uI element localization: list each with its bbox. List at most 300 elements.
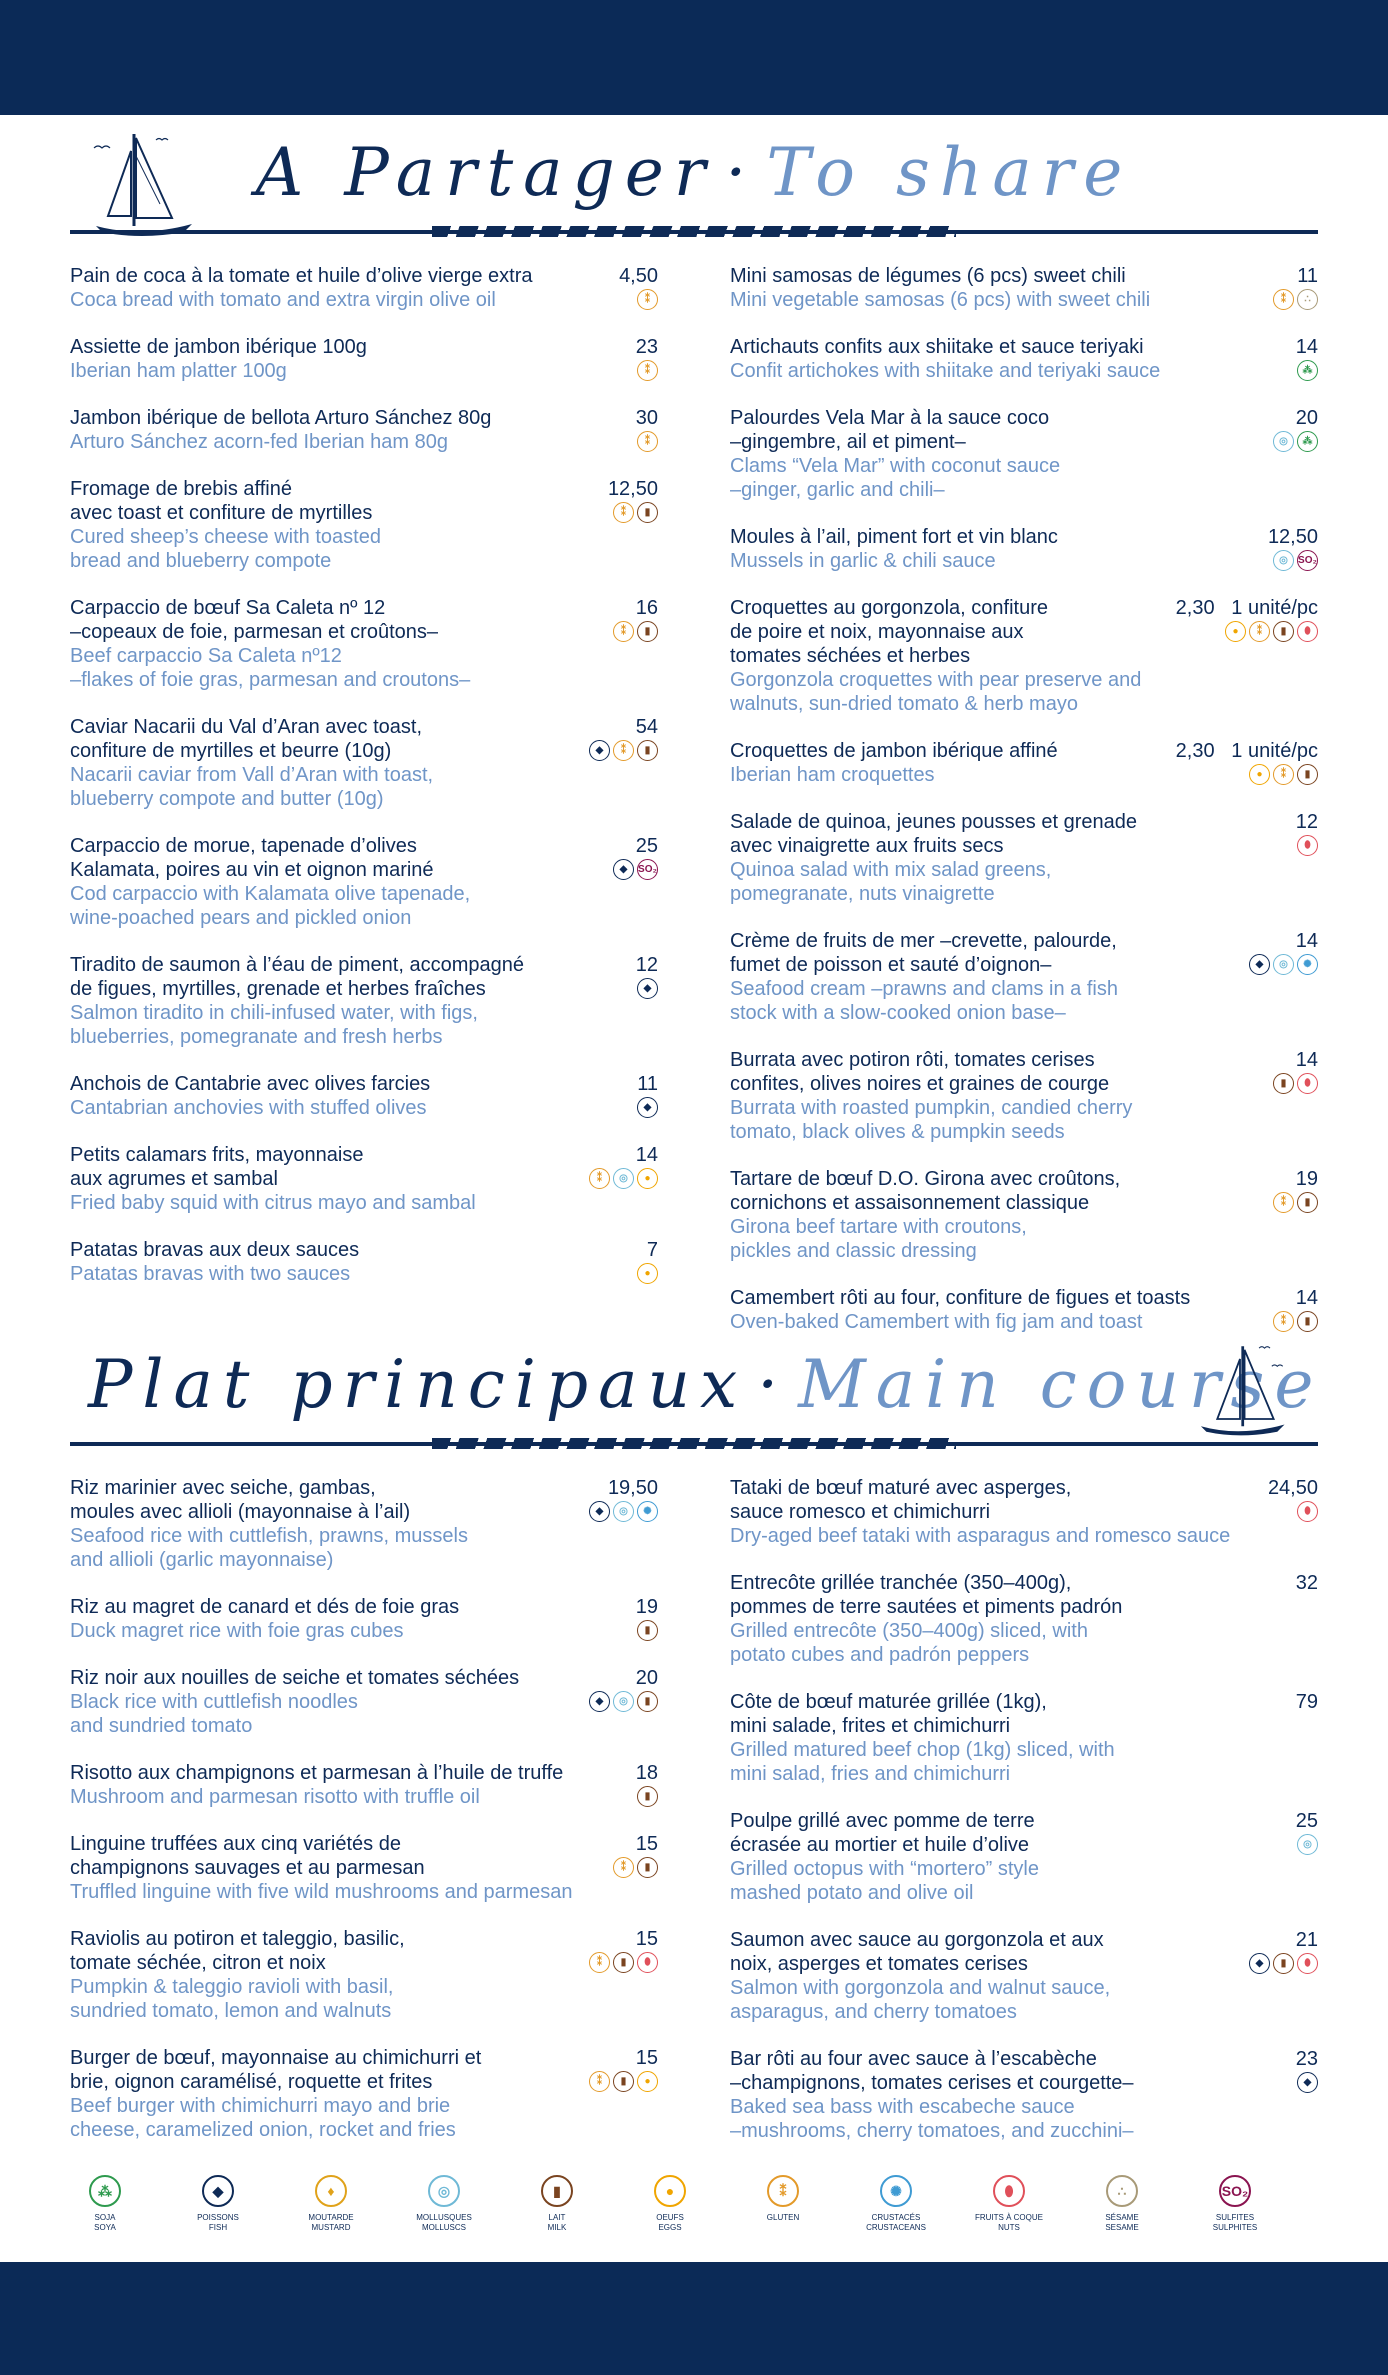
menu-item-name-fr: Salade de quinoa, jeunes pousses et grenade avec vinaigrette aux fruits secs bbox=[730, 811, 1137, 857]
menu-item-meta bbox=[1249, 1928, 1318, 2024]
menu-item-name-en: Cured sheep’s cheese with toasted bread and blueberry compote bbox=[70, 526, 381, 572]
gluten-icon: ⁑ bbox=[637, 431, 658, 452]
menu-item-name-en: Truffled linguine with five wild mushrooms and parmesan bbox=[70, 1881, 573, 1903]
gluten-icon: ⁑ bbox=[1273, 1311, 1294, 1332]
eggs-icon: ● bbox=[637, 2071, 658, 2092]
menu-item bbox=[70, 477, 658, 573]
menu-item-text bbox=[730, 406, 1273, 502]
menu-item-text bbox=[730, 1928, 1249, 2024]
fish-icon: ◆ bbox=[202, 2175, 234, 2207]
menu-item bbox=[730, 739, 1318, 787]
menu-item-text bbox=[70, 1927, 589, 2023]
milk-icon: ▮ bbox=[613, 1952, 634, 1973]
menu-item-meta bbox=[636, 406, 658, 454]
milk-icon: ▮ bbox=[613, 2071, 634, 2092]
menu-item-meta bbox=[613, 834, 658, 930]
allergen-icons bbox=[589, 1501, 658, 1522]
legend-item-gluten bbox=[738, 2175, 828, 2233]
menu-item-name-en: Cod carpaccio with Kalamata olive tapenade, wine-poached pears and pickled onion bbox=[70, 883, 471, 929]
menu-item-name-fr: Carpaccio de bœuf Sa Caleta nº 12 –copeaux de foie, parmesan et croûtons– bbox=[70, 597, 439, 643]
milk-icon: ▮ bbox=[637, 1857, 658, 1878]
menu-item-name-en: Cantabrian anchovies with stuffed olives bbox=[70, 1097, 427, 1119]
main-title-stripes bbox=[432, 1438, 956, 1449]
gluten-icon: ⁑ bbox=[589, 1168, 610, 1189]
nuts-icon: ⬮ bbox=[993, 2175, 1025, 2207]
menu-item-text bbox=[70, 1595, 636, 1643]
gluten-icon: ⁑ bbox=[613, 502, 634, 523]
nuts-icon: ⬮ bbox=[637, 1952, 658, 1973]
eggs-icon: ● bbox=[637, 1168, 658, 1189]
menu-item-name-en: Mini vegetable samosas (6 pcs) with sweet chili bbox=[730, 289, 1151, 311]
allergen-icons bbox=[1273, 1073, 1318, 1094]
menu-item-price: 19 bbox=[1295, 1168, 1318, 1190]
menu-item-text bbox=[70, 1238, 637, 1286]
main-left-column bbox=[70, 1476, 658, 2166]
menu-item-name-en: Burrata with roasted pumpkin, candied cherry tomato, black olives & pumpkin seeds bbox=[730, 1097, 1133, 1143]
menu-item-name-en: Mushroom and parmesan risotto with truffle oil bbox=[70, 1786, 480, 1808]
legend-label: MOLLUSQUES MOLLUSCS bbox=[416, 2213, 472, 2232]
menu-item bbox=[730, 1048, 1318, 1144]
menu-item bbox=[70, 406, 658, 454]
allergen-icons bbox=[637, 1620, 658, 1641]
legend-item-crustaceans bbox=[851, 2175, 941, 2233]
menu-item-name-en: Iberian ham platter 100g bbox=[70, 360, 287, 382]
menu-item-name-fr: Palourdes Vela Mar à la sauce coco –gingembre, ail et piment– bbox=[730, 407, 1050, 453]
menu-item-text bbox=[730, 1286, 1273, 1334]
legend-item-mustard bbox=[286, 2175, 376, 2233]
allergen-icons bbox=[1297, 2072, 1318, 2093]
sesame-icon: ∴ bbox=[1297, 289, 1318, 310]
menu-item-name-en: Baked sea bass with escabeche sauce –mushrooms, cherry tomatoes, and zucchini– bbox=[730, 2096, 1134, 2142]
milk-icon: ▮ bbox=[637, 1786, 658, 1807]
menu-item-name-fr: Linguine truffées aux cinq variétés de champignons sauvages et au parmesan bbox=[70, 1833, 425, 1879]
gluten-icon: ⁑ bbox=[589, 1952, 610, 1973]
menu-item-text bbox=[730, 264, 1273, 312]
menu-item-text bbox=[730, 335, 1296, 383]
legend-label: OEUFS EGGS bbox=[656, 2213, 684, 2232]
menu-item bbox=[730, 1476, 1318, 1548]
menu-item-name-en: Grilled octopus with “mortero” style mashed potato and olive oil bbox=[730, 1858, 1039, 1904]
menu-item-text bbox=[70, 596, 613, 692]
menu-item bbox=[70, 1595, 658, 1643]
allergen-legend bbox=[60, 2175, 1280, 2233]
menu-item-text bbox=[70, 1476, 589, 1572]
milk-icon: ▮ bbox=[1273, 621, 1294, 642]
menu-item bbox=[730, 1571, 1318, 1667]
menu-item bbox=[70, 1072, 658, 1120]
menu-item-price: 19,50 bbox=[607, 1477, 658, 1499]
menu-item bbox=[730, 1928, 1318, 2024]
menu-item-name-fr: Camembert rôti au four, confiture de figues et toasts bbox=[730, 1287, 1191, 1309]
menu-item-name-en: Arturo Sánchez acorn-fed Iberian ham 80g bbox=[70, 431, 448, 453]
menu-item bbox=[730, 929, 1318, 1025]
menu-item-price: 2,30 1 unité/pc bbox=[1175, 740, 1318, 762]
menu-item-name-fr: Patatas bravas aux deux sauces bbox=[70, 1239, 360, 1261]
menu-item-name-fr: Crème de fruits de mer –crevette, palourde, fumet de poisson et sauté d’oignon– bbox=[730, 930, 1117, 976]
menu-item-meta bbox=[1296, 1571, 1318, 1667]
fish-icon: ◆ bbox=[589, 740, 610, 761]
milk-icon: ▮ bbox=[637, 621, 658, 642]
menu-item-meta bbox=[589, 715, 658, 811]
menu-item bbox=[70, 834, 658, 930]
menu-item-name-en: Grilled matured beef chop (1kg) sliced, with mini salad, fries and chimichurri bbox=[730, 1739, 1115, 1785]
menu-item-meta bbox=[613, 1832, 658, 1904]
menu-item-text bbox=[730, 1048, 1273, 1144]
menu-item-name-fr: Caviar Nacarii du Val d’Aran avec toast, confiture de myrtilles et beurre (10g) bbox=[70, 716, 423, 762]
allergen-icons bbox=[1273, 1311, 1318, 1332]
sulphites-icon: SO₂ bbox=[1219, 2175, 1251, 2207]
allergen-icons bbox=[637, 289, 658, 310]
allergen-icons bbox=[1273, 550, 1318, 571]
menu-item-meta bbox=[1296, 810, 1318, 906]
allergen-icons bbox=[1297, 1501, 1318, 1522]
menu-item-name-fr: Poulpe grillé avec pomme de terre écrasée au mortier et huile d’olive bbox=[730, 1810, 1035, 1856]
menu-item-price: 19 bbox=[635, 1596, 658, 1618]
menu-item-price: 54 bbox=[635, 716, 658, 738]
allergen-icons bbox=[613, 621, 658, 642]
menu-item-name-fr: Burrata avec potiron rôti, tomates cerises confites, olives noires et graines de courge bbox=[730, 1049, 1110, 1095]
menu-item-name-fr: Croquettes au gorgonzola, confiture de poire et noix, mayonnaise aux tomates séchées et herbes bbox=[730, 597, 1048, 667]
allergen-icons bbox=[613, 859, 658, 880]
legend-item-soya bbox=[60, 2175, 150, 2233]
menu-item-price: 23 bbox=[1295, 2048, 1318, 2070]
legend-item-sulphites bbox=[1190, 2175, 1280, 2233]
share-section-header bbox=[70, 120, 1318, 268]
allergen-icons bbox=[589, 1168, 658, 1189]
allergen-icons bbox=[1297, 360, 1318, 381]
allergen-icons bbox=[1273, 289, 1318, 310]
legend-item-fish bbox=[173, 2175, 263, 2233]
menu-item-price: 12 bbox=[635, 954, 658, 976]
soya-icon: ⁂ bbox=[1297, 431, 1318, 452]
menu-item-text bbox=[730, 596, 1176, 716]
share-title bbox=[70, 134, 1318, 211]
menu-item-price: 14 bbox=[1295, 930, 1318, 952]
menu-item-text bbox=[70, 715, 589, 811]
eggs-icon: ● bbox=[654, 2175, 686, 2207]
milk-icon: ▮ bbox=[541, 2175, 573, 2207]
menu-item-meta bbox=[608, 477, 658, 573]
menu-item-name-fr: Moules à l’ail, piment fort et vin blanc bbox=[730, 526, 1058, 548]
menu-item-price: 11 bbox=[1297, 265, 1318, 287]
sulphites-icon: SO₂ bbox=[637, 859, 658, 880]
menu-item-meta bbox=[1296, 2047, 1318, 2143]
menu-item-name-en: Girona beef tartare with croutons, pickles and classic dressing bbox=[730, 1216, 1027, 1262]
menu-item-name-fr: Pain de coca à la tomate et huile d’olive vierge extra bbox=[70, 265, 533, 287]
share-title-separator: · bbox=[725, 134, 757, 211]
crustaceans-icon: ✺ bbox=[1297, 954, 1318, 975]
menu-item bbox=[730, 1690, 1318, 1786]
soya-icon: ⁂ bbox=[1297, 360, 1318, 381]
milk-icon: ▮ bbox=[1297, 1192, 1318, 1213]
allergen-icons bbox=[637, 1097, 658, 1118]
molluscs-icon: ◎ bbox=[1273, 431, 1294, 452]
menu-item-text bbox=[730, 739, 1176, 787]
menu-item-name-en: Black rice with cuttlefish noodles and sundried tomato bbox=[70, 1691, 358, 1737]
menu-item bbox=[730, 1809, 1318, 1905]
menu-item-meta bbox=[636, 1595, 658, 1643]
menu-item bbox=[70, 715, 658, 811]
menu-item-name-en: Quinoa salad with mix salad greens, pomegranate, nuts vinaigrette bbox=[730, 859, 1052, 905]
sailboat-icon bbox=[1190, 1334, 1290, 1444]
nuts-icon: ⬮ bbox=[1297, 621, 1318, 642]
menu-item-price: 7 bbox=[646, 1239, 658, 1261]
allergen-icons bbox=[637, 1263, 658, 1284]
menu-item-name-fr: Tiradito de saumon à l’éau de piment, accompagné de figues, myrtilles, grenade et herbes fraîches bbox=[70, 954, 524, 1000]
fish-icon: ◆ bbox=[589, 1501, 610, 1522]
menu-item-price: 20 bbox=[635, 1667, 658, 1689]
milk-icon: ▮ bbox=[1297, 764, 1318, 785]
menu-item-name-fr: Saumon avec sauce au gorgonzola et aux noix, asperges et tomates cerises bbox=[730, 1929, 1104, 1975]
menu-item-meta bbox=[589, 2046, 658, 2142]
menu-item bbox=[730, 810, 1318, 906]
sesame-icon: ∴ bbox=[1106, 2175, 1138, 2207]
sulphites-icon: SO₂ bbox=[1297, 550, 1318, 571]
legend-label: SULFITES SULPHITES bbox=[1212, 2213, 1258, 2232]
legend-item-milk bbox=[512, 2175, 602, 2233]
menu-item-price: 23 bbox=[635, 336, 658, 358]
main-title-fr: Plat principaux bbox=[88, 1346, 748, 1423]
menu-item bbox=[730, 1167, 1318, 1263]
share-title-en: To share bbox=[766, 134, 1133, 211]
menu-item bbox=[730, 264, 1318, 312]
menu-item bbox=[70, 264, 658, 312]
allergen-icons bbox=[589, 1952, 658, 1973]
gluten-icon: ⁑ bbox=[613, 1857, 634, 1878]
legend-item-molluscs bbox=[399, 2175, 489, 2233]
legend-item-nuts bbox=[964, 2175, 1054, 2233]
share-left-column bbox=[70, 264, 658, 1357]
menu-item-name-fr: Riz marinier avec seiche, gambas, moules avec allioli (mayonnaise à l’ail) bbox=[70, 1477, 411, 1523]
menu-item-name-fr: Jambon ibérique de bellota Arturo Sánchez 80g bbox=[70, 407, 492, 429]
legend-label: FRUITS À COQUE NUTS bbox=[974, 2213, 1043, 2232]
menu-item-price: 30 bbox=[635, 407, 658, 429]
menu-item-meta bbox=[636, 1761, 658, 1809]
main-right-column bbox=[730, 1476, 1318, 2166]
main-section bbox=[70, 1340, 1324, 2166]
allergen-icons bbox=[613, 502, 658, 523]
menu-item-text bbox=[70, 477, 608, 573]
milk-icon: ▮ bbox=[1273, 1073, 1294, 1094]
menu-item-text bbox=[70, 335, 636, 383]
fish-icon: ◆ bbox=[637, 1097, 658, 1118]
menu-item-meta bbox=[1273, 1286, 1318, 1334]
allergen-icons bbox=[637, 360, 658, 381]
menu-item-name-en: Duck magret rice with foie gras cubes bbox=[70, 1620, 404, 1642]
legend-item-sesame bbox=[1077, 2175, 1167, 2233]
menu-item-text bbox=[70, 1666, 589, 1738]
menu-item-name-fr: Tataki de bœuf maturé avec asperges, sauce romesco et chimichurri bbox=[730, 1477, 1072, 1523]
share-title-stripes bbox=[432, 226, 956, 237]
milk-icon: ▮ bbox=[637, 740, 658, 761]
menu-item-name-en: Clams “Vela Mar” with coconut sauce –ginger, garlic and chili– bbox=[730, 455, 1061, 501]
menu-item-text bbox=[70, 953, 636, 1049]
legend-label: MOUTARDE MUSTARD bbox=[308, 2213, 354, 2232]
menu-item-price: 24,50 bbox=[1267, 1477, 1318, 1499]
menu-item-meta bbox=[637, 1072, 658, 1120]
fish-icon: ◆ bbox=[613, 859, 634, 880]
menu-item-name-fr: Petits calamars frits, mayonnaise aux agrumes et sambal bbox=[70, 1144, 364, 1190]
menu-item-meta bbox=[1296, 335, 1318, 383]
fish-icon: ◆ bbox=[1297, 2072, 1318, 2093]
menu-item-name-fr: Riz au magret de canard et dés de foie gras bbox=[70, 1596, 460, 1618]
gluten-icon: ⁑ bbox=[1273, 289, 1294, 310]
legend-label: POISSONS FISH bbox=[197, 2213, 239, 2232]
menu-item-meta bbox=[1268, 525, 1318, 573]
menu-item-price: 14 bbox=[1295, 336, 1318, 358]
milk-icon: ▮ bbox=[637, 1691, 658, 1712]
main-section-header bbox=[70, 1340, 1324, 1480]
menu-item-text bbox=[70, 264, 619, 312]
eggs-icon: ● bbox=[1249, 764, 1270, 785]
menu-item-text bbox=[730, 1690, 1296, 1786]
menu-item-price: 15 bbox=[635, 2047, 658, 2069]
menu-item-price: 14 bbox=[1295, 1287, 1318, 1309]
main-title-separator: · bbox=[757, 1346, 789, 1423]
menu-item-name-fr: Riz noir aux nouilles de seiche et tomates séchées bbox=[70, 1667, 520, 1689]
nuts-icon: ⬮ bbox=[1297, 1501, 1318, 1522]
menu-item bbox=[730, 1286, 1318, 1334]
menu-item-price: 16 bbox=[635, 597, 658, 619]
menu-item-name-fr: Assiette de jambon ibérique 100g bbox=[70, 336, 367, 358]
menu-item-text bbox=[70, 834, 613, 930]
molluscs-icon: ◎ bbox=[1273, 550, 1294, 571]
gluten-icon: ⁑ bbox=[767, 2175, 799, 2207]
menu-item-price: 12,50 bbox=[1267, 526, 1318, 548]
menu-item-meta bbox=[613, 596, 658, 692]
milk-icon: ▮ bbox=[1297, 1311, 1318, 1332]
allergen-icons bbox=[1273, 1192, 1318, 1213]
menu-item-name-en: Confit artichokes with shiitake and teriyaki sauce bbox=[730, 360, 1161, 382]
menu-item-name-en: Beef burger with chimichurri mayo and brie cheese, caramelized onion, rocket and fries bbox=[70, 2095, 456, 2141]
menu-item-price: 25 bbox=[635, 835, 658, 857]
menu-item-text bbox=[70, 1832, 613, 1904]
allergen-icons bbox=[637, 978, 658, 999]
menu-item-name-en: Pumpkin & taleggio ravioli with basil, sundried tomato, lemon and walnuts bbox=[70, 1976, 394, 2022]
gluten-icon: ⁑ bbox=[1249, 621, 1270, 642]
top-banner bbox=[0, 0, 1388, 115]
menu-item-meta bbox=[1176, 739, 1318, 787]
menu-item-price: 14 bbox=[635, 1144, 658, 1166]
allergen-icons bbox=[637, 431, 658, 452]
legend-label: LAIT MILK bbox=[547, 2213, 567, 2232]
nuts-icon: ⬮ bbox=[1297, 1953, 1318, 1974]
menu-item-price: 32 bbox=[1295, 1572, 1318, 1594]
menu-item bbox=[70, 1927, 658, 2023]
menu-item-name-fr: Bar rôti au four avec sauce à l’escabèche –champignons, tomates cerises et courgette– bbox=[730, 2048, 1134, 2094]
menu-item-price: 14 bbox=[1295, 1049, 1318, 1071]
allergen-icons bbox=[1225, 621, 1318, 642]
menu-item-price: 4,50 bbox=[619, 265, 658, 287]
legend-label: GLUTEN bbox=[766, 2213, 800, 2222]
menu-item bbox=[730, 335, 1318, 383]
menu-item bbox=[70, 1238, 658, 1286]
menu-item-name-fr: Mini samosas de légumes (6 pcs) sweet chili bbox=[730, 265, 1126, 287]
menu-item bbox=[70, 1476, 658, 1572]
menu-item-name-en: Iberian ham croquettes bbox=[730, 764, 935, 786]
allergen-icons bbox=[637, 1786, 658, 1807]
allergen-icons bbox=[589, 1691, 658, 1712]
menu-item-price: 12 bbox=[1295, 811, 1318, 833]
menu-item-name-en: Patatas bravas with two sauces bbox=[70, 1263, 351, 1285]
legend-label: CRUSTACÉS CRUSTACEANS bbox=[866, 2213, 926, 2232]
menu-item bbox=[730, 596, 1318, 716]
menu-item bbox=[70, 596, 658, 692]
menu-item bbox=[730, 406, 1318, 502]
nuts-icon: ⬮ bbox=[1297, 835, 1318, 856]
menu-item-meta bbox=[589, 1666, 658, 1738]
eggs-icon: ● bbox=[1225, 621, 1246, 642]
menu-item-name-en: Beef carpaccio Sa Caleta nº12 –flakes of foie gras, parmesan and croutons– bbox=[70, 645, 471, 691]
molluscs-icon: ◎ bbox=[1273, 954, 1294, 975]
menu-item-name-fr: Raviolis au potiron et taleggio, basilic, tomate séchée, citron et noix bbox=[70, 1928, 405, 1974]
menu-item-name-fr: Burger de bœuf, mayonnaise au chimichurri et brie, oignon caramélisé, roquette et frites bbox=[70, 2047, 482, 2093]
menu-item-meta bbox=[589, 1143, 658, 1215]
allergen-icons bbox=[613, 1857, 658, 1878]
menu-item-name-en: Nacarii caviar from Vall d’Aran with toast, blueberry compote and butter (10g) bbox=[70, 764, 434, 810]
menu-item-text bbox=[730, 1571, 1296, 1667]
menu-item-text bbox=[730, 810, 1296, 906]
menu-item-name-fr: Tartare de bœuf D.O. Girona avec croûtons, cornichons et assaisonnement classique bbox=[730, 1168, 1121, 1214]
menu-item-price: 12,50 bbox=[607, 478, 658, 500]
menu-item-price: 21 bbox=[1295, 1929, 1318, 1951]
milk-icon: ▮ bbox=[1273, 1953, 1294, 1974]
menu-item-meta bbox=[1273, 264, 1318, 312]
milk-icon: ▮ bbox=[637, 502, 658, 523]
gluten-icon: ⁑ bbox=[589, 2071, 610, 2092]
allergen-icons bbox=[589, 740, 658, 761]
allergen-icons bbox=[1249, 954, 1318, 975]
gluten-icon: ⁑ bbox=[637, 360, 658, 381]
fish-icon: ◆ bbox=[1249, 1953, 1270, 1974]
menu-item-name-en: Coca bread with tomato and extra virgin olive oil bbox=[70, 289, 496, 311]
menu-item-meta bbox=[1176, 596, 1318, 716]
menu-item-meta bbox=[589, 1476, 658, 1572]
menu-item bbox=[70, 335, 658, 383]
menu-item-price: 79 bbox=[1295, 1691, 1318, 1713]
menu-item-name-fr: Entrecôte grillée tranchée (350–400g), pommes de terre sautées et piments padrón bbox=[730, 1572, 1123, 1618]
gluten-icon: ⁑ bbox=[1273, 1192, 1294, 1213]
allergen-icons bbox=[1297, 1834, 1318, 1855]
menu-item bbox=[70, 953, 658, 1049]
allergen-icons bbox=[1249, 1953, 1318, 1974]
share-right-column bbox=[730, 264, 1318, 1357]
molluscs-icon: ◎ bbox=[613, 1168, 634, 1189]
menu-item-name-en: Fried baby squid with citrus mayo and sambal bbox=[70, 1192, 476, 1214]
mustard-icon: ♦ bbox=[315, 2175, 347, 2207]
fish-icon: ◆ bbox=[637, 978, 658, 999]
menu-item-name-en: Salmon with gorgonzola and walnut sauce, asparagus, and cherry tomatoes bbox=[730, 1977, 1111, 2023]
menu-item-meta bbox=[1273, 1167, 1318, 1263]
menu-item-text bbox=[70, 406, 636, 454]
menu-item-text bbox=[730, 1809, 1296, 1905]
molluscs-icon: ◎ bbox=[613, 1691, 634, 1712]
fish-icon: ◆ bbox=[589, 1691, 610, 1712]
menu-item-meta bbox=[636, 335, 658, 383]
menu-item-name-en: Salmon tiradito in chili-infused water, with figs, blueberries, pomegranate and fresh herbs bbox=[70, 1002, 478, 1048]
menu-item-meta bbox=[637, 1238, 658, 1286]
menu-item-name-fr: Croquettes de jambon ibérique affiné bbox=[730, 740, 1058, 762]
allergen-icons bbox=[1273, 431, 1318, 452]
share-section bbox=[70, 120, 1318, 1357]
menu-item-name-en: Mussels in garlic & chili sauce bbox=[730, 550, 996, 572]
gluten-icon: ⁑ bbox=[1273, 764, 1294, 785]
menu-item-name-fr: Côte de bœuf maturée grillée (1kg), mini salade, frites et chimichurri bbox=[730, 1691, 1047, 1737]
menu-item-text bbox=[730, 525, 1268, 573]
menu-item-name-en: Seafood rice with cuttlefish, prawns, mussels and allioli (garlic mayonnaise) bbox=[70, 1525, 468, 1571]
menu-item-text bbox=[730, 1476, 1268, 1548]
molluscs-icon: ◎ bbox=[613, 1501, 634, 1522]
